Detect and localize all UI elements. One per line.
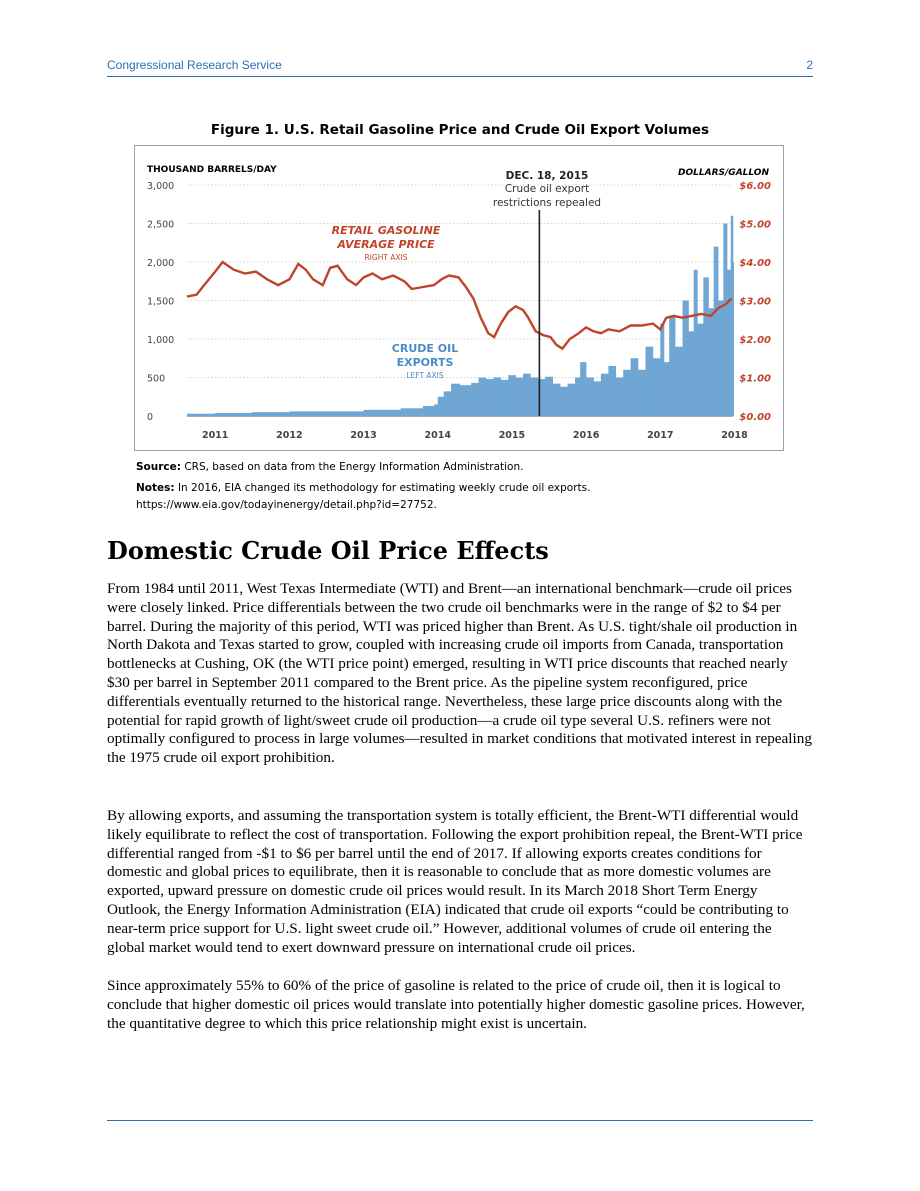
x-tick-label: 2011 xyxy=(201,430,229,441)
right-tick-label: $3.00 xyxy=(739,296,771,308)
x-tick-label: 2015 xyxy=(498,430,526,441)
export-bar xyxy=(586,378,594,417)
export-bar xyxy=(575,378,580,417)
export-bar xyxy=(714,247,719,416)
export-bar xyxy=(471,383,479,416)
x-axis-ticks xyxy=(202,430,748,441)
chart-svg xyxy=(135,146,783,450)
x-tick-label: 2013 xyxy=(350,430,377,441)
export-bar xyxy=(608,366,616,416)
notes-text: In 2016, EIA changed its methodology for estimating weekly crude oil exports. https://www.eia.gov/todayinenergy/detail.php?id=27752. xyxy=(136,482,591,511)
left-axis-title: THOUSAND BARRELS/DAY xyxy=(147,165,277,175)
gas-label-line2: AVERAGE PRICE xyxy=(337,238,435,251)
source-text: CRS, based on data from the Energy Information Administration. xyxy=(184,461,524,473)
export-bar xyxy=(326,411,363,416)
left-axis-ticks xyxy=(147,181,174,423)
x-tick-label: 2018 xyxy=(721,430,748,441)
export-bar xyxy=(479,378,487,417)
export-bar xyxy=(594,381,602,416)
export-bar xyxy=(434,404,438,416)
export-bar xyxy=(545,377,553,416)
export-bar xyxy=(731,216,734,416)
export-bar xyxy=(523,374,531,416)
export-bar xyxy=(493,378,501,417)
export-label-line1: CRUDE OIL xyxy=(391,342,459,355)
left-tick-label: 0 xyxy=(147,412,154,423)
export-bar xyxy=(438,397,444,416)
export-bar xyxy=(645,347,653,416)
export-bar xyxy=(733,262,734,416)
x-tick-label: 2014 xyxy=(424,430,451,441)
page-number: 2 xyxy=(806,58,813,72)
body-paragraph-2: By allowing exports, and assuming the transportation system is totally efficient, the Brent-WTI differential would likely equilibrate to reflect the cost of transportation. Following the export prohibition repeal, the Brent-WTI price differential ranged from -$1 to $6 per barrel until the end of 2017. If allowing exports creates conditions for domestic and global prices to equilibrate, then it is reasonable to conclude that as more domestic volumes are exported, upward pressure on domestic crude oil prices would result. In its March 2018 Short Term Energy Outlook, the Energy Information Administration (EIA) indicated that crude oil exports “could be contributing to near-term price support for U.S. light sweet crude oil.” However, additional volumes of crude oil entering the global market would tend to exert downward pressure on international crude oil prices. xyxy=(107,807,803,956)
event-label-line2: restrictions repealed xyxy=(492,197,602,209)
export-bar xyxy=(401,408,424,416)
export-bar xyxy=(703,277,708,416)
x-tick-label: 2012 xyxy=(276,430,303,441)
left-tick-label: 2,500 xyxy=(147,219,175,231)
left-tick-label: 2,000 xyxy=(147,258,175,269)
export-bar xyxy=(460,385,471,416)
source-label: Source: xyxy=(136,461,181,473)
section-heading: Domestic Crude Oil Price Effects xyxy=(107,536,549,565)
export-bar xyxy=(444,391,452,416)
gas-label-line1: RETAIL GASOLINE xyxy=(331,224,441,237)
export-bar xyxy=(516,378,524,417)
gasoline-series-line xyxy=(187,262,732,349)
left-tick-label: 3,000 xyxy=(147,181,175,192)
export-bar xyxy=(727,270,731,416)
export-label-line2: EXPORTS xyxy=(396,356,454,369)
right-axis-title: DOLLARS/GALLON xyxy=(678,168,769,178)
left-tick-label: 1,000 xyxy=(147,335,175,346)
export-bar xyxy=(215,413,252,416)
export-bar xyxy=(616,378,624,417)
right-tick-label: $1.00 xyxy=(739,373,771,385)
export-bar xyxy=(451,384,460,416)
export-bar xyxy=(289,411,326,416)
export-bar xyxy=(553,384,561,416)
figure-notes xyxy=(136,480,812,514)
x-tick-label: 2017 xyxy=(647,430,674,441)
footer-rule xyxy=(107,1120,813,1121)
export-bar xyxy=(709,308,714,416)
body-paragraph-3: Since approximately 55% to 60% of the price of gasoline is related to the price of crude oil, then it is logical to conclude that higher domestic oil prices would translate into potentially higher domestic gasoline prices. However, the quantitative degree to which this price relationship might exist is uncertain. xyxy=(107,977,805,1032)
export-bar xyxy=(580,362,586,416)
export-bar xyxy=(653,358,661,416)
header-publisher: Congressional Research Service xyxy=(107,58,282,72)
left-tick-label: 1,500 xyxy=(147,296,175,308)
export-bar xyxy=(723,224,727,417)
export-bar xyxy=(675,347,683,416)
export-bar xyxy=(631,358,639,416)
export-bar xyxy=(623,370,631,416)
page-header xyxy=(107,58,813,72)
right-axis-ticks xyxy=(739,181,771,423)
export-bar xyxy=(530,378,538,417)
export-bar xyxy=(688,331,693,416)
gas-label-axis: RIGHT AXIS xyxy=(364,253,408,262)
export-bar xyxy=(560,387,568,416)
export-bar xyxy=(718,301,723,417)
figure-source xyxy=(136,459,812,476)
export-bar xyxy=(364,410,401,416)
notes-label: Notes: xyxy=(136,482,175,494)
export-bar xyxy=(568,384,576,416)
export-bar xyxy=(694,270,698,416)
event-label-line1: Crude oil export xyxy=(504,183,590,195)
right-tick-label: $5.00 xyxy=(739,219,771,231)
exports-series xyxy=(187,216,734,416)
export-bar xyxy=(669,316,675,416)
right-tick-label: $4.00 xyxy=(739,258,771,269)
export-bar xyxy=(252,412,289,416)
event-date: DEC. 18, 2015 xyxy=(505,170,589,182)
export-bar xyxy=(508,375,516,416)
right-tick-label: $0.00 xyxy=(739,412,771,423)
export-bar xyxy=(486,379,494,416)
export-bar xyxy=(423,406,434,416)
export-bar xyxy=(601,374,609,416)
export-bar xyxy=(660,324,664,416)
export-bar xyxy=(697,324,703,416)
body-paragraph-1: From 1984 until 2011, West Texas Intermediate (WTI) and Brent—an international benchmark—crude oil prices were closely linked. Price differentials between the two crude oil benchmarks were in the range of $2 to $4 per barrel. During the majority of this period, WTI was priced higher than Brent. As U.S. tight/shale oil production in North Dakota and Texas started to grow, coupled with increasing crude oil imports from Canada, transportation bottlenecks at Cushing, OK (the WTI price point) emerged, resulting in WTI price discounts that reached nearly $30 per barrel in September 2011 compared to the Brent price. As the pipeline system reconfigured, price differentials eventually returned to the historical range. Nevertheless, these large price discounts along with the potential for rapid growth of light/sweet crude oil production—a crude oil type several U.S. refiners were not optimally configured to process in large volumes—resulted in market conditions that motivated interest in repealing the 1975 crude oil export prohibition. xyxy=(107,580,812,767)
export-bar xyxy=(501,380,509,416)
chart-frame xyxy=(134,145,784,451)
right-tick-label: $6.00 xyxy=(739,181,771,192)
export-bar xyxy=(638,370,646,416)
header-rule xyxy=(107,76,813,77)
export-bar xyxy=(664,362,669,416)
left-tick-label: 500 xyxy=(147,373,166,385)
figure-title: Figure 1. U.S. Retail Gasoline Price and Crude Oil Export Volumes xyxy=(210,122,710,138)
export-label-axis: LEFT AXIS xyxy=(406,371,444,380)
export-bar xyxy=(187,414,215,416)
right-tick-label: $2.00 xyxy=(739,335,771,346)
x-tick-label: 2016 xyxy=(572,430,600,441)
